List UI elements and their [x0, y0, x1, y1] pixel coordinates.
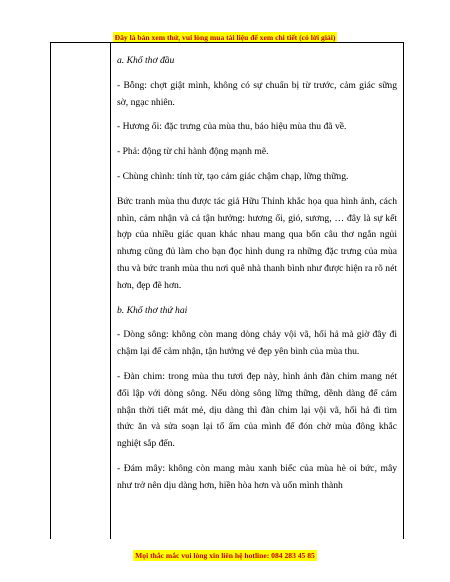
paragraph: - Hương ổi: đặc trưng của mùa thu, báo hiệu mùa thu đã về. — [117, 121, 347, 133]
table-left-column — [51, 43, 111, 539]
preview-notice-text: Đây là bản xem thử, vui lòng mua tài liệu để xem chi tiết (có lời giải) — [114, 33, 336, 42]
document-table — [50, 42, 404, 539]
paragraph: - Đàn chim: trong mùa thu tươi đẹp này, hình ảnh đàn chim mang nét đối lập với dòng sông. Nếu dòng sông lững thững, dềnh dàng để cảm nhận thời tiết mát mẻ, dịu dàng thì đàn chim lại vội vã, hối hả đi tìm thức ăn và sửa soạn lại tổ ấm của mình để đón chờ mùa đông khắc nghiệt sắp đến. — [117, 370, 397, 450]
table-right-column — [111, 43, 403, 503]
section-heading: a. Khổ thơ đầu — [117, 55, 175, 66]
paragraph: - Phả: động từ chỉ hành động mạnh mẽ. — [117, 146, 269, 158]
hotline-banner — [0, 545, 450, 563]
paragraph: - Đám mây: không còn mang màu xanh biếc của mùa hè oi bức, mây như trở nên dịu dàng hơn, hiền hòa hơn và uốn mình thành — [117, 462, 397, 491]
document-body — [111, 43, 403, 495]
section-heading: b. Khổ thơ thứ hai — [117, 304, 188, 316]
paragraph: - Bỗng: chợt giật mình, không có sự chuẩn bị từ trước, cảm giác sững sờ, ngạc nhiên. — [117, 79, 397, 108]
paragraph: - Chùng chình: tính từ, tạo cảm giác chậm chạp, lững thững. — [117, 170, 349, 182]
paragraph: Bức tranh mùa thu được tác giả Hữu Thỉnh khắc họa qua hình ảnh, cách nhìn, cảm nhận và cả tận hưởng: hương ổi, gió, sương, … đây là sự kết hợp của nhiều giác quan khác nhau mang qua bốn câu thơ ngắn ngủi nhưng cũng đủ làm cho bạn đọc hình dung ra những đặc trưng của mùa thu và bức tranh mùa thu nơi quê nhà thanh bình như được hiện ra rõ nét hơn, đẹp đẽ hơn. — [117, 195, 397, 291]
paragraph: - Dòng sông: không còn mang dòng chảy vội vã, hối hả mà giờ đây đi chậm lại để cảm nhận, tận hưởng vẻ đẹp yên bình của mùa thu. — [117, 329, 397, 358]
hotline-text: Mọi thắc mắc vui lòng xin liên hệ hotline: 084 283 45 85 — [135, 551, 315, 560]
